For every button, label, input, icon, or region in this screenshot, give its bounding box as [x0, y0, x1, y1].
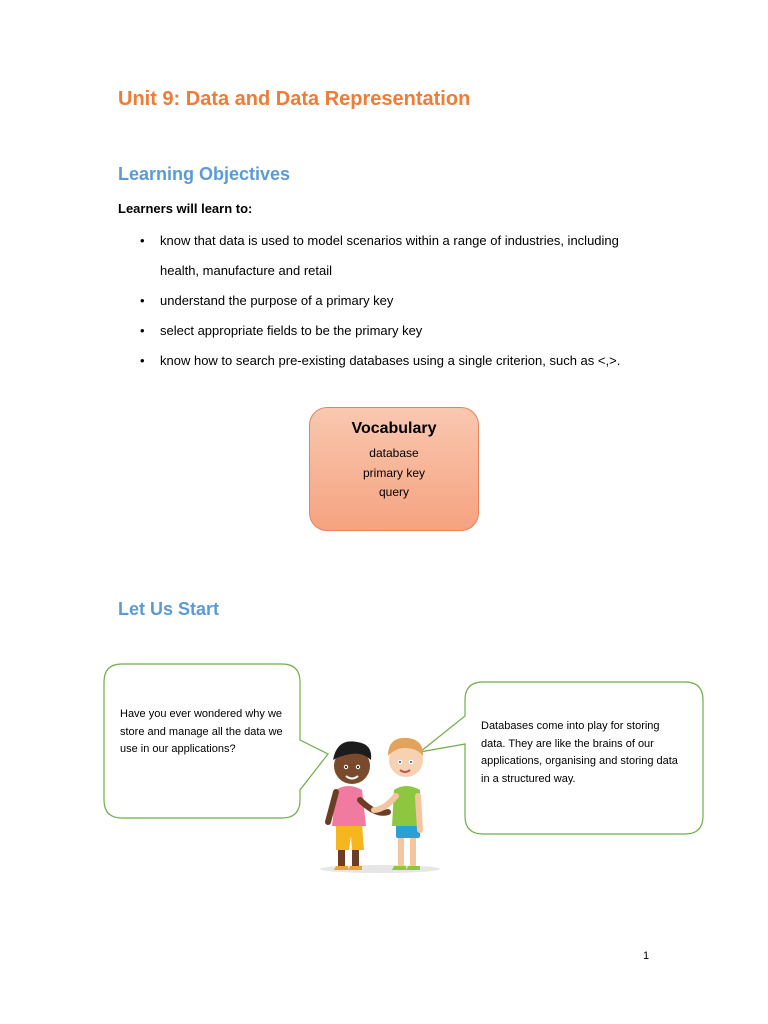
- objective-item: • select appropriate fields to be the primary key: [136, 316, 646, 346]
- objective-item: • know how to search pre-existing databases using a single criterion, such as <,>.: [136, 346, 646, 376]
- unit-title: Unit 9: Data and Data Representation: [118, 88, 471, 110]
- vocabulary-term: primary key: [362, 465, 425, 480]
- left-bubble-text: Have you ever wondered why we store and manage all the data we use in our applications?: [120, 708, 283, 755]
- learning-objectives-heading: Learning Objectives: [118, 164, 291, 184]
- objective-item: • understand the purpose of a primary key: [136, 286, 646, 316]
- page-number: 1: [643, 950, 650, 962]
- objective-item: • know that data is used to model scenarios within a range of industries, including health, manufacture and retail: [136, 226, 646, 286]
- right-bubble-text: Databases come into play for storing data. They are like the brains of our applications, organising and storing data in a structured way.: [481, 720, 678, 785]
- let-us-start-heading: Let Us Start: [118, 599, 220, 619]
- vocabulary-term: query: [378, 485, 410, 499]
- vocabulary-title: Vocabulary: [351, 420, 437, 437]
- learners-lead-in: Learners will learn to:: [118, 201, 253, 216]
- child-right-figure: [374, 738, 423, 870]
- child-left-figure: [328, 741, 388, 870]
- vocabulary-term: database: [369, 446, 419, 460]
